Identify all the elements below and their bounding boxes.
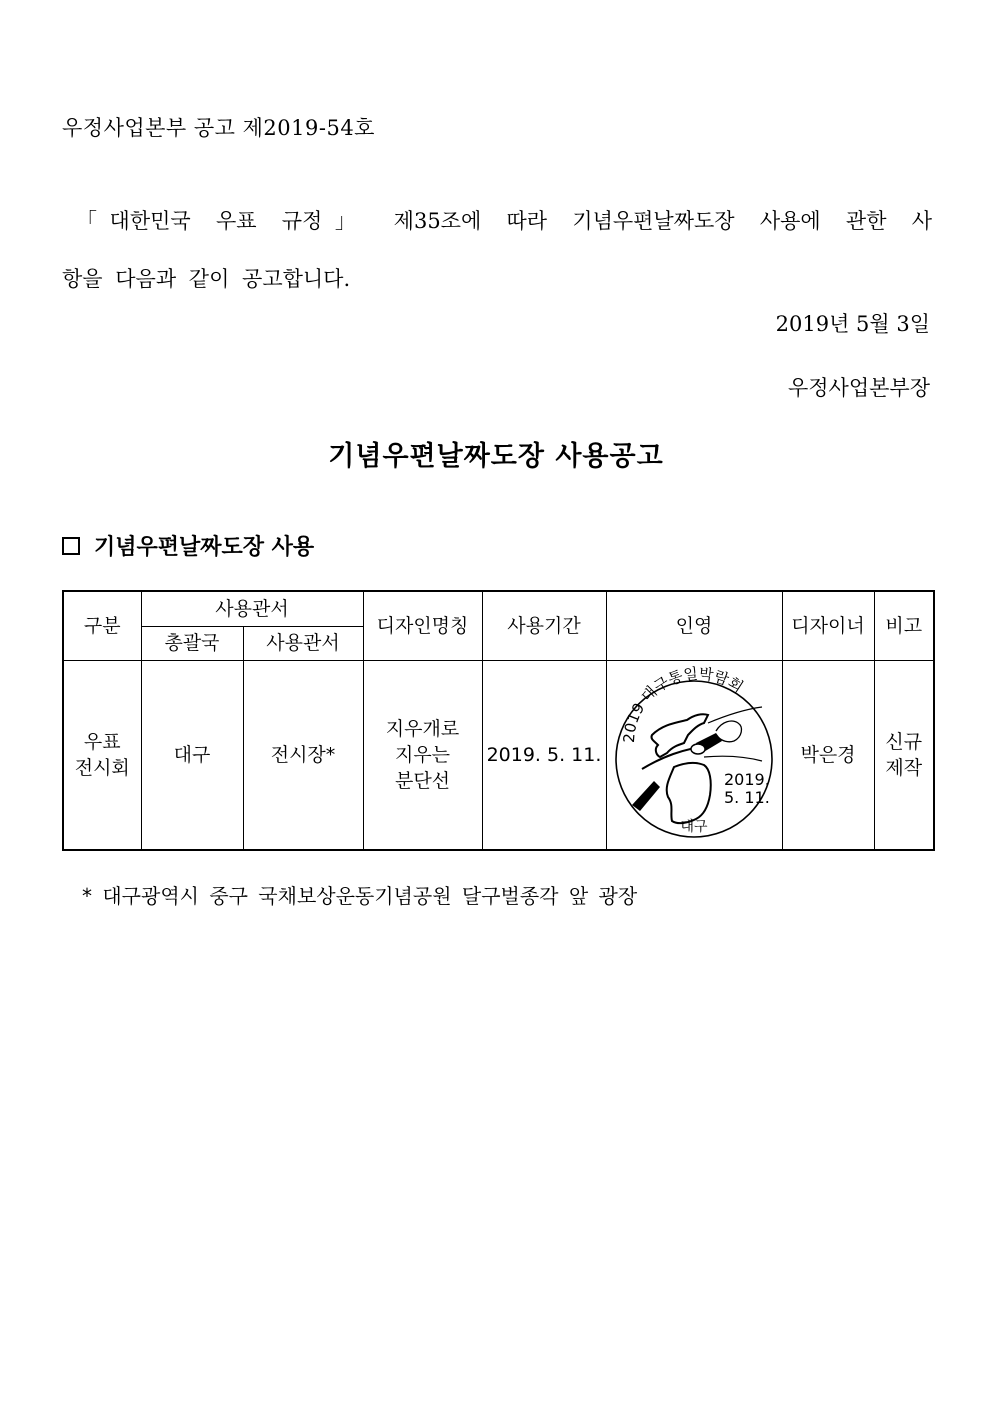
postmark-arc-text: 2019 대구통일박람회 xyxy=(619,664,747,744)
pencil-icon xyxy=(632,781,660,811)
header-head-office: 총괄국 xyxy=(141,626,243,660)
remarks-line-1: 신규 xyxy=(885,730,923,753)
postmark-date-line-1: 2019. xyxy=(724,769,770,789)
header-remarks: 비고 xyxy=(874,591,934,660)
header-impression: 인영 xyxy=(606,591,782,660)
intro-line-2: 항을 다음과 같이 공고합니다. xyxy=(62,267,351,291)
header-designer: 디자이너 xyxy=(782,591,874,660)
category-line-2: 전시회 xyxy=(74,756,130,779)
cell-design-name xyxy=(363,660,482,850)
cell-using-office: 전시장* xyxy=(243,660,363,850)
design-name-line-1: 지우개로 xyxy=(385,717,460,740)
design-name-line-3: 분단선 xyxy=(394,769,451,792)
postmark-date-line-2: 5. 11. xyxy=(724,787,770,807)
announcement-date: 2019년 5월 3일 xyxy=(775,312,930,336)
postmark-place: 대구 xyxy=(680,818,708,835)
page-title: 기념우편날짜도장 사용공고 xyxy=(328,441,664,472)
section-heading xyxy=(62,530,314,561)
postmark-image xyxy=(612,665,776,845)
header-row-1 xyxy=(63,591,934,626)
map-south-icon xyxy=(667,763,711,823)
header-offices: 사용관서 xyxy=(141,591,363,626)
intro-paragraph xyxy=(62,192,932,308)
header-category: 구분 xyxy=(63,591,141,660)
hand-icon xyxy=(716,721,741,742)
design-name-line-2: 지우는 xyxy=(394,743,451,766)
table-row xyxy=(63,660,934,850)
cell-category xyxy=(63,660,141,850)
checkbox-square-icon xyxy=(62,537,80,555)
cell-head-office: 대구 xyxy=(141,660,243,850)
remarks-line-2: 제작 xyxy=(885,756,923,779)
section-heading-label: 기념우편날짜도장 사용 xyxy=(94,535,315,560)
cell-remarks xyxy=(874,660,934,850)
cell-period: 2019. 5. 11. xyxy=(482,660,606,850)
cell-designer: 박은경 xyxy=(782,660,874,850)
footnote: * 대구광역시 중구 국채보상운동기념공원 달구벌종각 앞 광장 xyxy=(82,884,638,908)
cell-impression xyxy=(606,660,782,850)
issuer: 우정사업본부장 xyxy=(787,376,930,400)
header-period: 사용기간 xyxy=(482,591,606,660)
intro-line-1: 「대한민국 우표 규정」 제35조에 따라 기념우편날짜도장 사용에 관한 사 xyxy=(76,209,932,233)
document-number: 우정사업본부 공고 제2019-54호 xyxy=(62,116,375,140)
postmark-table xyxy=(62,590,935,851)
header-using-office: 사용관서 xyxy=(243,626,363,660)
category-line-1: 우표 xyxy=(83,730,121,753)
header-design-name: 디자인명칭 xyxy=(363,591,482,660)
